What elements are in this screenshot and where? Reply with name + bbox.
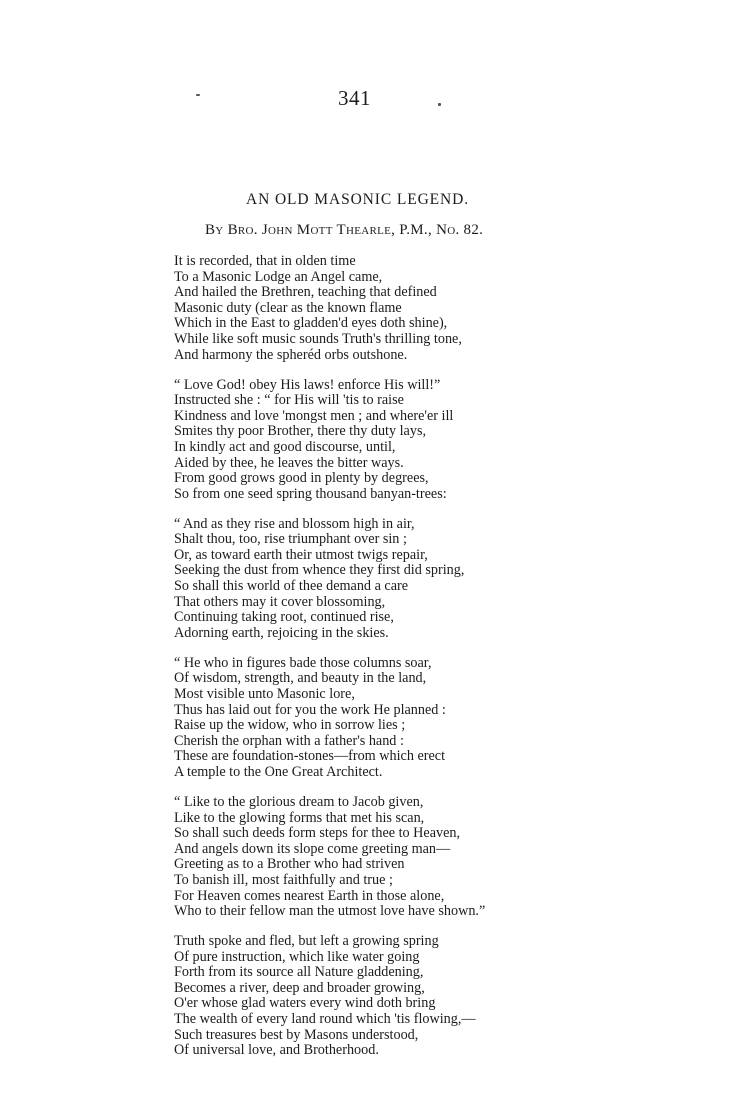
poem-line: “ Like to the glorious dream to Jacob given, bbox=[174, 793, 424, 810]
poem-line: So shall such deeds form steps for thee to Heaven, bbox=[174, 825, 461, 842]
poem-line: Or, as toward earth their utmost twigs repair, bbox=[174, 546, 428, 563]
poem-line: That others may it cover blossoming, bbox=[174, 593, 386, 610]
poem-line: “ And as they rise and blossom high in air, bbox=[174, 515, 415, 532]
poem-line: O'er whose glad waters every wind doth bring bbox=[174, 995, 436, 1012]
stanza bbox=[174, 378, 485, 503]
stanza bbox=[174, 254, 485, 363]
stanza bbox=[174, 517, 485, 642]
poem-line: Truth spoke and fled, but left a growing spring bbox=[174, 933, 439, 950]
poem-line: In kindly act and good discourse, until, bbox=[174, 438, 396, 455]
poem-line: It is recorded, that in olden time bbox=[174, 253, 356, 269]
poem-line: Greeting as to a Brother who had striven bbox=[174, 856, 405, 873]
poem-line: Of wisdom, strength, and beauty in the land, bbox=[174, 670, 427, 687]
poem-line: From good grows good in plenty by degrees, bbox=[174, 470, 429, 487]
poem-line: To a Masonic Lodge an Angel came, bbox=[174, 268, 383, 285]
poem-line: Of universal love, and Brotherhood. bbox=[174, 1042, 379, 1059]
poem-body bbox=[174, 254, 485, 1073]
poem-line: So shall this world of thee demand a care bbox=[174, 578, 409, 595]
poem-line: Raise up the widow, who in sorrow lies ; bbox=[174, 717, 406, 734]
stanza bbox=[174, 656, 485, 781]
poem-line: “ He who in figures bade those columns soar, bbox=[174, 654, 432, 671]
poem-byline: By Bro. John Mott Thearle, P.M., No. 82. bbox=[205, 222, 484, 238]
poem-line: Which in the East to gladden'd eyes doth shine), bbox=[174, 315, 448, 332]
poem-title: AN OLD MASONIC LEGEND. bbox=[246, 191, 470, 208]
poem-line: Who to their fellow man the utmost love have shown.” bbox=[174, 903, 486, 920]
print-speck-top-right bbox=[438, 103, 441, 106]
poem-line: Thus has laid out for you the work He planned : bbox=[174, 701, 446, 718]
poem-line: Of pure instruction, which like water going bbox=[174, 948, 420, 965]
poem-line: And harmony the spheréd orbs outshone. bbox=[174, 346, 408, 363]
poem-line: Continuing taking root, continued rise, bbox=[174, 609, 394, 626]
poem-line: Shalt thou, too, rise triumphant over sin ; bbox=[174, 531, 407, 548]
poem-line: Becomes a river, deep and broader growing, bbox=[174, 979, 425, 996]
poem-line: These are foundation-stones—from which erect bbox=[174, 748, 446, 765]
stanza bbox=[174, 934, 485, 1059]
poem-line: Seeking the dust from whence they first did spring, bbox=[174, 562, 465, 579]
poem-line: And hailed the Brethren, teaching that defined bbox=[174, 284, 437, 301]
poem-line: While like soft music sounds Truth's thrilling tone, bbox=[174, 330, 462, 347]
poem-line: Cherish the orphan with a father's hand : bbox=[174, 732, 404, 749]
poem-line: Such treasures best by Masons understood, bbox=[174, 1026, 419, 1043]
poem-line: A temple to the One Great Architect. bbox=[174, 763, 383, 780]
poem-line: Smites thy poor Brother, there thy duty lays, bbox=[174, 423, 427, 440]
poem-line: Aided by thee, he leaves the bitter ways. bbox=[174, 454, 404, 471]
poem-line: Kindness and love 'mongst men ; and where'er ill bbox=[174, 407, 454, 424]
poem-line: The wealth of every land round which 'tis flowing,— bbox=[174, 1011, 476, 1028]
poem-line: To banish ill, most faithfully and true ; bbox=[174, 871, 393, 888]
poem-line: “ Love God! obey His laws! enforce His will!” bbox=[174, 376, 441, 393]
poem-line: Forth from its source all Nature gladdening, bbox=[174, 964, 424, 981]
poem-line: Like to the glowing forms that met his scan, bbox=[174, 809, 425, 826]
poem-line: Masonic duty (clear as the known flame bbox=[174, 299, 402, 316]
poem-line: For Heaven comes nearest Earth in those alone, bbox=[174, 887, 445, 904]
poem-line: Most visible unto Masonic lore, bbox=[174, 686, 355, 703]
stanza bbox=[174, 795, 485, 920]
poem-line: And angels down its slope come greeting man— bbox=[174, 840, 451, 857]
print-speck-top bbox=[196, 94, 200, 96]
poem-line: Instructed she : “ for His will 'tis to raise bbox=[174, 392, 404, 409]
page-number: 341 bbox=[338, 86, 371, 110]
poem-line: So from one seed spring thousand banyan-trees: bbox=[174, 485, 447, 502]
poem-line: Adorning earth, rejoicing in the skies. bbox=[174, 624, 389, 641]
